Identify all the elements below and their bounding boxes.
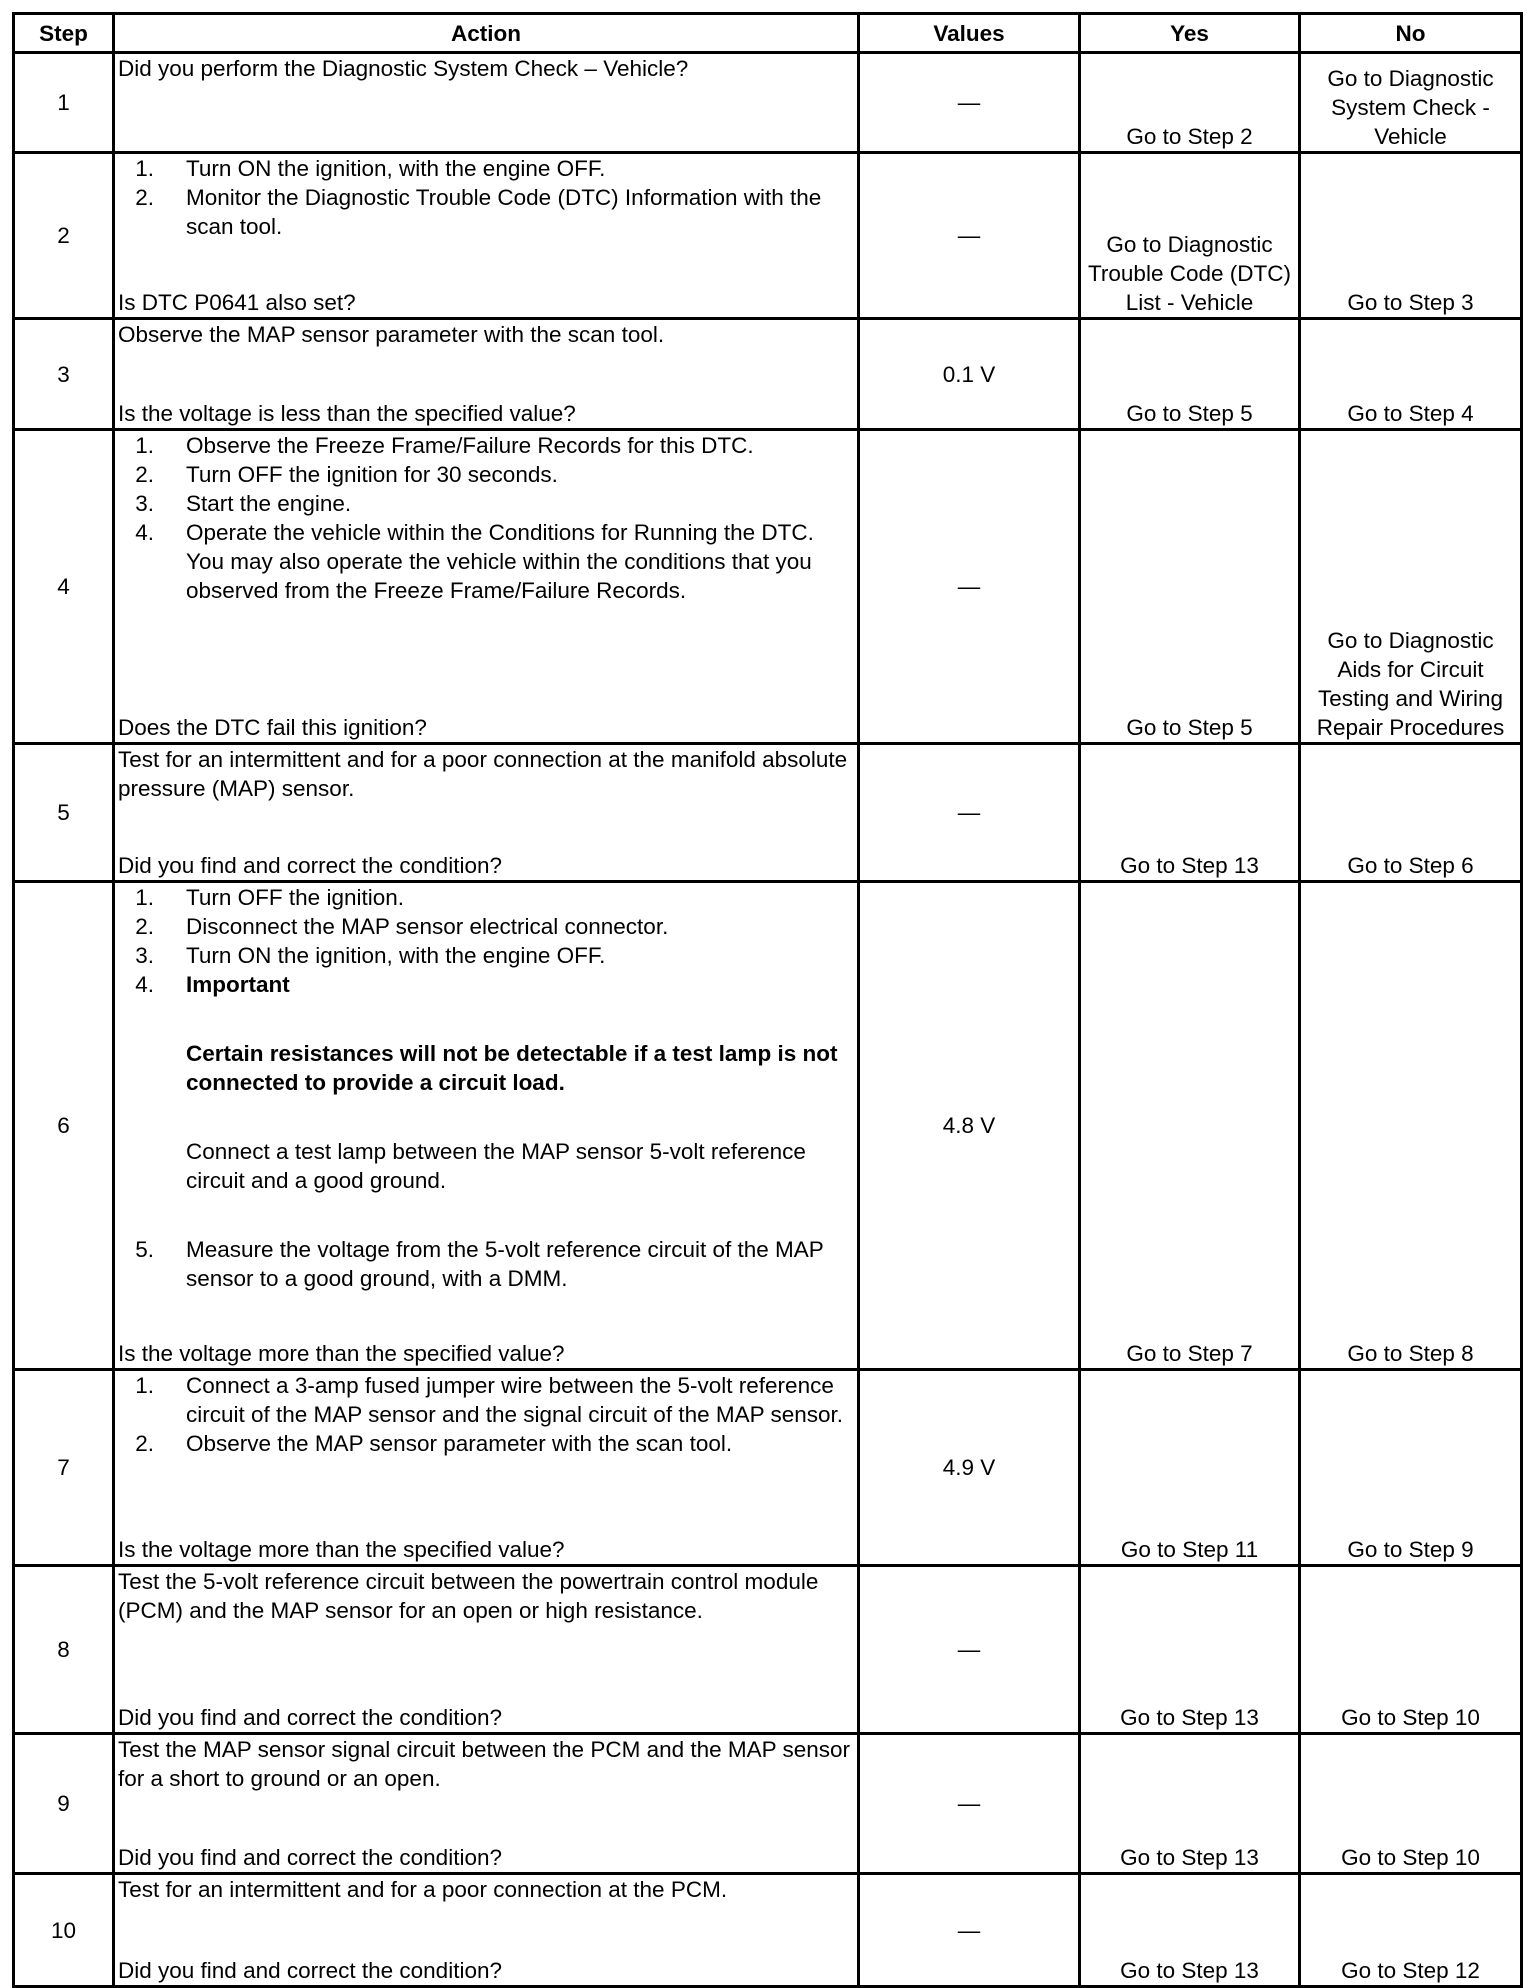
item-text: Observe the MAP sensor parameter with the scan tool.: [186, 1431, 733, 1456]
note-text: Connect a test lamp between the MAP sensor 5-volt reference circuit and a good ground.: [186, 1139, 806, 1193]
header-step: Step: [14, 14, 114, 53]
yes-link[interactable]: Go to Step 5: [1080, 430, 1300, 744]
item-number: 1.: [135, 1373, 154, 1398]
item-number: 5.: [135, 1237, 154, 1262]
value-cell: —: [859, 1566, 1080, 1734]
action-instructions: [118, 154, 854, 241]
item-text: Turn OFF the ignition.: [186, 885, 405, 910]
action-content: [118, 1875, 854, 1985]
action-step-item: [118, 489, 854, 518]
action-question: Is the voltage more than the specified value?: [118, 1537, 565, 1562]
action-step-item: [118, 154, 854, 183]
item-body: [186, 941, 854, 970]
item-body: [186, 1429, 854, 1458]
action-cell: [114, 1734, 859, 1874]
table-row: [14, 53, 1522, 153]
item-body: [186, 1235, 854, 1293]
action-question: Did you find and correct the condition?: [118, 853, 502, 878]
item-body: [186, 518, 854, 605]
header-action: Action: [114, 14, 859, 53]
table-row: [14, 319, 1522, 430]
yes-link[interactable]: Go to Step 13: [1080, 1874, 1300, 1987]
header-values: Values: [859, 14, 1080, 53]
value-cell: —: [859, 430, 1080, 744]
action-question: Is the voltage is less than the specified value?: [118, 401, 576, 426]
action-question: Did you find and correct the condition?: [118, 1958, 502, 1983]
action-content: [118, 1371, 854, 1564]
action-cell: [114, 1370, 859, 1566]
action-content: [118, 320, 854, 428]
action-content: [118, 883, 854, 1368]
table-row: [14, 882, 1522, 1370]
action-cell: [114, 744, 859, 882]
action-content: [118, 431, 854, 742]
action-instructions: [118, 1735, 854, 1793]
table-row: [14, 153, 1522, 319]
yes-link[interactable]: Go to Step 2: [1080, 53, 1300, 153]
item-body: [186, 970, 854, 1195]
action-step-item: [118, 941, 854, 970]
item-body: [186, 154, 854, 183]
table-row: [14, 744, 1522, 882]
action-cell: [114, 1566, 859, 1734]
item-text: Turn ON the ignition, with the engine OFF.: [186, 943, 606, 968]
action-text: Observe the MAP sensor parameter with the scan tool.: [118, 322, 665, 347]
item-body: [186, 460, 854, 489]
action-question: Is DTC P0641 also set?: [118, 290, 356, 315]
action-instructions: [118, 54, 854, 83]
action-steps: [118, 1371, 854, 1458]
yes-link[interactable]: Go to Step 11: [1080, 1370, 1300, 1566]
diagnostic-table: [12, 12, 1523, 1988]
no-link[interactable]: Go to Step 9: [1300, 1370, 1522, 1566]
item-text: Operate the vehicle within the Conditions for Running the DTC. You may also operate the vehicle within the conditions that you observed from the Freeze Frame/Failure Records.: [186, 520, 814, 603]
yes-link[interactable]: Go to Step 13: [1080, 1734, 1300, 1874]
item-text: Measure the voltage from the 5-volt reference circuit of the MAP sensor to a good ground, with a DMM.: [186, 1237, 824, 1291]
action-step-item: [118, 183, 854, 241]
action-content: [118, 745, 854, 880]
action-steps: [118, 883, 854, 1293]
action-content: [118, 1567, 854, 1732]
step-number: 7: [14, 1370, 114, 1566]
header-yes: Yes: [1080, 14, 1300, 53]
action-instructions: [118, 745, 854, 803]
item-text: Observe the Freeze Frame/Failure Records for this DTC.: [186, 433, 754, 458]
action-step-item: [118, 1371, 854, 1429]
action-cell: [114, 430, 859, 744]
important-note: Certain resistances will not be detectable if a test lamp is not connected to provide a circuit load.: [186, 1041, 838, 1095]
value-cell: 4.8 V: [859, 882, 1080, 1370]
item-number: 2.: [135, 1431, 154, 1456]
item-body: [186, 1371, 854, 1429]
action-step-item: [118, 431, 854, 460]
item-number: 2.: [135, 185, 154, 210]
no-link[interactable]: Go to Diagnostic Aids for Circuit Testing and Wiring Repair Procedures: [1300, 430, 1522, 744]
value-cell: 0.1 V: [859, 319, 1080, 430]
item-text: Important: [186, 972, 290, 997]
action-text: Test for an intermittent and for a poor connection at the PCM.: [118, 1877, 728, 1902]
table-row: [14, 1874, 1522, 1987]
action-instructions: [118, 1371, 854, 1458]
action-instructions: [118, 883, 854, 1293]
no-link[interactable]: Go to Step 6: [1300, 744, 1522, 882]
item-text: Turn ON the ignition, with the engine OFF.: [186, 156, 606, 181]
action-question: Did you find and correct the condition?: [118, 1705, 502, 1730]
action-content: [118, 154, 854, 317]
item-number: 4.: [135, 520, 154, 545]
action-text: Test the 5-volt reference circuit between the powertrain control module (PCM) and the MAP sensor for an open or high resistance.: [118, 1569, 819, 1623]
item-number: 2.: [135, 462, 154, 487]
value-cell: —: [859, 53, 1080, 153]
action-content: [118, 1735, 854, 1872]
action-instructions: [118, 1875, 854, 1904]
item-number: 2.: [135, 914, 154, 939]
no-link[interactable]: Go to Step 12: [1300, 1874, 1522, 1987]
action-question: Did you find and correct the condition?: [118, 1845, 502, 1870]
item-number: 1.: [135, 885, 154, 910]
step-number: 6: [14, 882, 114, 1370]
yes-link[interactable]: Go to Step 5: [1080, 319, 1300, 430]
step-number: 2: [14, 153, 114, 319]
step-number: 1: [14, 53, 114, 153]
action-step-item: [118, 1235, 854, 1293]
yes-link[interactable]: Go to Diagnostic Trouble Code (DTC) List - Vehicle: [1080, 153, 1300, 319]
action-content: [118, 54, 854, 151]
action-steps: [118, 431, 854, 605]
item-number: 3.: [135, 491, 154, 516]
action-step-item: [118, 460, 854, 489]
item-number: 3.: [135, 943, 154, 968]
value-cell: 4.9 V: [859, 1370, 1080, 1566]
table-row: [14, 430, 1522, 744]
value-cell: —: [859, 1734, 1080, 1874]
item-body: [186, 431, 854, 460]
step-number: 8: [14, 1566, 114, 1734]
step-number: 4: [14, 430, 114, 744]
item-number: 1.: [135, 156, 154, 181]
table-row: [14, 1370, 1522, 1566]
item-number: 1.: [135, 433, 154, 458]
item-text: Turn OFF the ignition for 30 seconds.: [186, 462, 558, 487]
value-cell: —: [859, 1874, 1080, 1987]
no-link[interactable]: Go to Step 10: [1300, 1734, 1522, 1874]
header-row: [14, 14, 1522, 53]
action-cell: [114, 319, 859, 430]
action-text: Did you perform the Diagnostic System Check – Vehicle?: [118, 56, 689, 81]
action-cell: [114, 53, 859, 153]
item-number: 4.: [135, 972, 154, 997]
value-cell: —: [859, 744, 1080, 882]
action-instructions: [118, 431, 854, 605]
action-text: Test for an intermittent and for a poor connection at the manifold absolute pressure (MAP) sensor.: [118, 747, 848, 801]
action-step-item: [118, 883, 854, 912]
no-link[interactable]: Go to Step 3: [1300, 153, 1522, 319]
step-number: 10: [14, 1874, 114, 1987]
table-row: [14, 1566, 1522, 1734]
no-link[interactable]: Go to Diagnostic System Check - Vehicle: [1300, 53, 1522, 153]
item-body: [186, 912, 854, 941]
yes-link[interactable]: Go to Step 7: [1080, 882, 1300, 1370]
no-link[interactable]: Go to Step 4: [1300, 319, 1522, 430]
item-text: Connect a 3-amp fused jumper wire between the 5-volt reference circuit of the MAP sensor and the signal circuit of the MAP sensor.: [186, 1373, 843, 1427]
item-text: Disconnect the MAP sensor electrical connector.: [186, 914, 669, 939]
yes-link[interactable]: Go to Step 13: [1080, 1566, 1300, 1734]
item-text: Monitor the Diagnostic Trouble Code (DTC) Information with the scan tool.: [186, 185, 822, 239]
no-link[interactable]: Go to Step 8: [1300, 882, 1522, 1370]
action-instructions: [118, 320, 854, 349]
action-step-item: [118, 970, 854, 1195]
action-instructions: [118, 1567, 854, 1625]
step-number: 5: [14, 744, 114, 882]
action-step-item: [118, 912, 854, 941]
action-question: Does the DTC fail this ignition?: [118, 715, 427, 740]
action-cell: [114, 1874, 859, 1987]
item-body: [186, 183, 854, 241]
item-body: [186, 883, 854, 912]
no-link[interactable]: Go to Step 10: [1300, 1566, 1522, 1734]
table-row: [14, 1734, 1522, 1874]
action-step-item: [118, 1429, 854, 1458]
action-cell: [114, 882, 859, 1370]
action-steps: [118, 154, 854, 241]
action-text: Test the MAP sensor signal circuit between the PCM and the MAP sensor for a short to ground or an open.: [118, 1737, 851, 1791]
action-step-item: [118, 518, 854, 605]
action-question: Is the voltage more than the specified value?: [118, 1341, 565, 1366]
value-cell: —: [859, 153, 1080, 319]
step-number: 3: [14, 319, 114, 430]
step-number: 9: [14, 1734, 114, 1874]
yes-link[interactable]: Go to Step 13: [1080, 744, 1300, 882]
action-cell: [114, 153, 859, 319]
item-body: [186, 489, 854, 518]
item-text: Start the engine.: [186, 491, 352, 516]
header-no: No: [1300, 14, 1522, 53]
